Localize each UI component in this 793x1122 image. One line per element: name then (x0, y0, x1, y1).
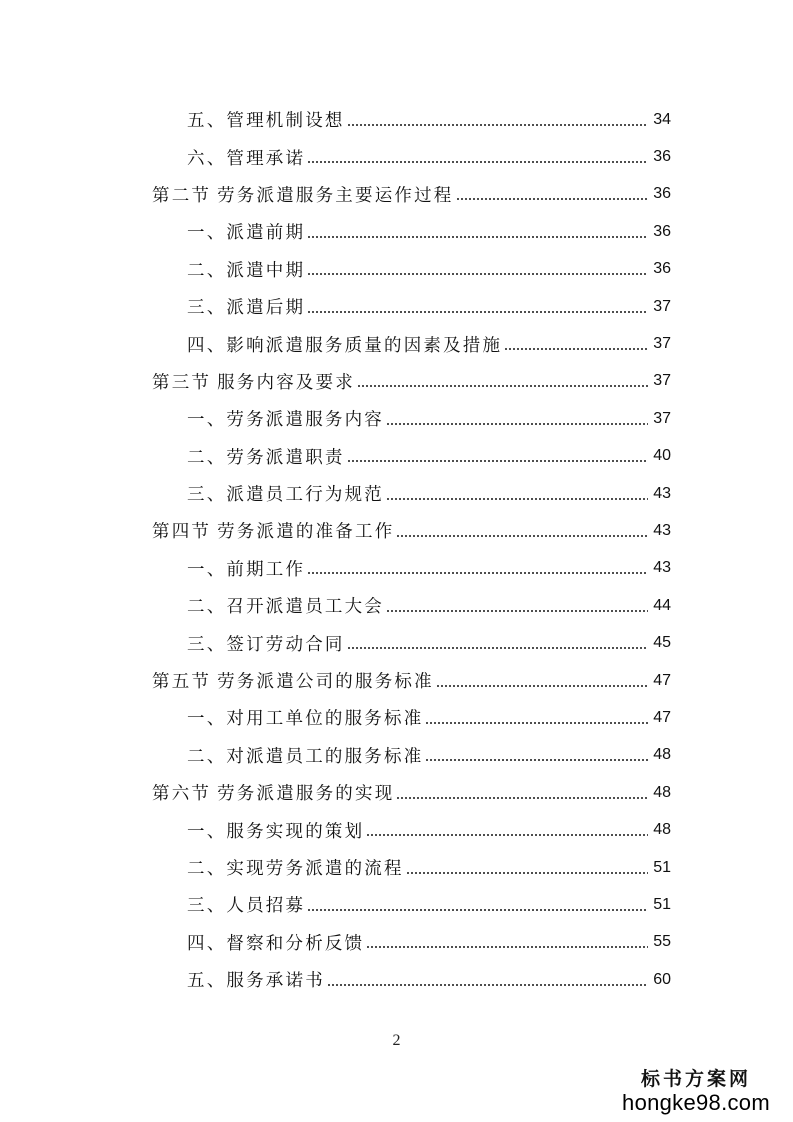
toc-entry-title (152, 518, 394, 543)
toc-entry-prefix: 第六节 (152, 784, 212, 805)
toc-entry-title (187, 892, 305, 917)
toc-entry-text: 劳务派遣服务的实现 (217, 784, 395, 805)
toc-entry-title (187, 967, 325, 992)
toc-entry-text: 实现劳务派遣的流程 (226, 859, 404, 879)
toc-page-number: 36 (653, 148, 671, 166)
toc-page-number: 47 (653, 708, 671, 726)
toc-entry-title (187, 145, 305, 170)
toc-entry-title (187, 705, 423, 730)
toc-entry-prefix: 二、 (187, 447, 227, 468)
toc-page-number: 44 (653, 596, 671, 614)
toc-entry-text: 劳务派遣职责 (226, 447, 345, 468)
toc-page-number: 51 (653, 895, 671, 913)
toc-entry-text: 影响派遣服务质量的因素及措施 (226, 335, 503, 356)
toc-subsection-entry[interactable] (0, 699, 793, 736)
toc-subsection-entry[interactable] (0, 475, 793, 512)
watermark (611, 1068, 781, 1116)
toc-subsection-entry[interactable] (0, 811, 793, 848)
toc-subsection-entry[interactable] (0, 550, 793, 587)
toc-dot-leader (425, 757, 648, 763)
toc-entry-title (187, 556, 305, 581)
toc-subsection-entry[interactable] (0, 138, 793, 175)
toc-entry-prefix: 一、 (187, 223, 227, 244)
toc-page-number: 43 (653, 521, 671, 539)
toc-subsection-entry[interactable] (0, 438, 793, 475)
toc-entry-title (187, 107, 345, 132)
toc-entry-text: 派遣后期 (226, 298, 306, 319)
toc-page-number: 45 (653, 634, 671, 652)
toc-page-number: 51 (653, 858, 671, 876)
toc-entry-title (187, 593, 384, 618)
toc-subsection-entry[interactable] (0, 737, 793, 774)
toc-entry-prefix: 二、 (187, 597, 227, 618)
toc-entry-prefix: 四、 (187, 933, 227, 954)
toc-entry-title (152, 780, 394, 805)
toc-dot-leader (327, 982, 648, 988)
watermark-domain: hongke98.com (622, 1090, 770, 1115)
toc-entry-text: 管理承诺 (226, 148, 306, 169)
toc-subsection-entry[interactable] (0, 325, 793, 362)
toc-entry-title (187, 743, 423, 768)
toc-section-entry[interactable] (0, 363, 793, 400)
toc-page-number: 36 (653, 185, 671, 203)
toc-section-entry[interactable] (0, 662, 793, 699)
toc-entry-title (187, 930, 364, 955)
toc-entry-title (187, 855, 404, 880)
toc-page-number: 43 (653, 484, 671, 502)
toc-entry-text: 派遣前期 (226, 223, 306, 244)
watermark-name: 标书方案网 (640, 1068, 751, 1090)
toc-subsection-entry[interactable] (0, 624, 793, 661)
toc-page-number: 37 (653, 372, 671, 390)
toc-dot-leader (386, 608, 648, 614)
toc-entry-title (187, 219, 305, 244)
toc-page-number: 48 (653, 783, 671, 801)
toc-dot-leader (406, 870, 648, 876)
toc-entry-prefix: 五、 (187, 971, 227, 992)
toc-section-entry[interactable] (0, 774, 793, 811)
toc-dot-leader (307, 907, 648, 913)
toc-dot-leader (357, 383, 648, 389)
toc-dot-leader (307, 159, 648, 165)
toc-entry-prefix: 三、 (187, 485, 227, 506)
toc-subsection-entry[interactable] (0, 924, 793, 961)
toc-dot-leader (386, 421, 648, 427)
toc-entry-title (187, 818, 364, 843)
toc-dot-leader (307, 309, 648, 315)
toc-page-number: 34 (653, 110, 671, 128)
toc-entry-text: 管理机制设想 (226, 111, 345, 132)
page-number: 2 (392, 1032, 401, 1049)
toc-subsection-entry[interactable] (0, 587, 793, 624)
toc-dot-leader (347, 122, 648, 128)
toc-subsection-entry[interactable] (0, 849, 793, 886)
toc-entry-prefix: 四、 (187, 335, 227, 356)
toc-entry-text: 劳务派遣的准备工作 (217, 522, 395, 543)
toc-section-entry[interactable] (0, 512, 793, 549)
toc-entry-text: 召开派遣员工大会 (226, 597, 385, 618)
toc-page-number: 47 (653, 671, 671, 689)
toc-entry-text: 签订劳动合同 (226, 634, 345, 655)
toc-dot-leader (307, 271, 648, 277)
toc-dot-leader (347, 645, 648, 651)
toc-subsection-entry[interactable] (0, 213, 793, 250)
toc-entry-text: 劳务派遣服务主要运作过程 (217, 185, 454, 206)
toc-entry-title (152, 668, 434, 693)
toc-entry-prefix: 第四节 (152, 522, 212, 543)
toc-entry-prefix: 第二节 (152, 185, 212, 206)
toc-entry-prefix: 一、 (187, 821, 227, 842)
toc-entry-title (187, 294, 305, 319)
toc-entry-title (187, 444, 345, 469)
toc-page-number: 40 (653, 447, 671, 465)
toc-entry-text: 对用工单位的服务标准 (226, 709, 424, 730)
toc-entry-title (187, 631, 345, 656)
toc-page-number: 36 (653, 260, 671, 278)
toc-entry-text: 劳务派遣公司的服务标准 (217, 672, 434, 693)
toc-entry-text: 劳务派遣服务内容 (226, 410, 385, 431)
toc-dot-leader (504, 346, 648, 352)
toc-entry-text: 服务实现的策划 (226, 821, 365, 842)
toc-entry-text: 派遣员工行为规范 (226, 485, 385, 506)
toc-dot-leader (366, 944, 648, 950)
toc-entry-text: 对派遣员工的服务标准 (226, 746, 424, 767)
toc-subsection-entry[interactable] (0, 961, 793, 998)
toc-entry-prefix: 二、 (187, 746, 227, 767)
toc-entry-title (152, 182, 454, 207)
toc-page-number: 43 (653, 559, 671, 577)
toc-subsection-entry[interactable] (0, 886, 793, 923)
toc-entry-prefix: 五、 (187, 111, 227, 132)
toc-entry-prefix: 三、 (187, 896, 227, 917)
toc-dot-leader (396, 533, 648, 539)
toc-page-number: 60 (653, 970, 671, 988)
toc-page-number: 48 (653, 746, 671, 764)
toc-section-entry[interactable] (0, 176, 793, 213)
toc-page-number: 37 (653, 297, 671, 315)
toc-subsection-entry[interactable] (0, 101, 793, 138)
toc-subsection-entry[interactable] (0, 400, 793, 437)
toc-dot-leader (347, 458, 648, 464)
toc-entry-text: 服务内容及要求 (217, 372, 356, 393)
toc-page-number: 48 (653, 821, 671, 839)
toc-dot-leader (425, 720, 648, 726)
toc-entry-text: 人员招募 (226, 896, 306, 917)
toc-entry-prefix: 第五节 (152, 672, 212, 693)
toc-dot-leader (456, 196, 648, 202)
toc-entry-title (187, 257, 305, 282)
toc-entry-prefix: 二、 (187, 859, 227, 879)
toc-entry-text: 前期工作 (226, 559, 306, 580)
toc-entry-prefix: 一、 (187, 709, 227, 730)
toc-dot-leader (366, 832, 648, 838)
toc-dot-leader (307, 234, 648, 240)
toc-page-number: 36 (653, 222, 671, 240)
toc-dot-leader (386, 496, 648, 502)
toc-dot-leader (436, 683, 648, 689)
toc-entry-title (187, 481, 384, 506)
toc-entry-prefix: 六、 (187, 148, 227, 169)
toc-subsection-entry[interactable] (0, 251, 793, 288)
toc-page-number: 55 (653, 933, 671, 951)
toc-entry-text: 派遣中期 (226, 260, 306, 281)
table-of-contents (0, 101, 793, 998)
toc-entry-prefix: 一、 (187, 559, 227, 580)
toc-page-number: 37 (653, 335, 671, 353)
toc-entry-title (187, 332, 502, 357)
toc-entry-prefix: 一、 (187, 410, 227, 431)
toc-dot-leader (307, 570, 648, 576)
toc-entry-text: 督察和分析反馈 (226, 933, 365, 954)
toc-entry-title (187, 406, 384, 431)
toc-entry-prefix: 三、 (187, 298, 227, 319)
toc-entry-prefix: 第三节 (152, 372, 212, 393)
toc-subsection-entry[interactable] (0, 288, 793, 325)
toc-entry-prefix: 三、 (187, 634, 227, 655)
toc-entry-title (152, 369, 355, 394)
toc-dot-leader (396, 795, 648, 801)
toc-entry-prefix: 二、 (187, 260, 227, 281)
toc-entry-text: 服务承诺书 (226, 971, 325, 992)
toc-page-number: 37 (653, 409, 671, 427)
